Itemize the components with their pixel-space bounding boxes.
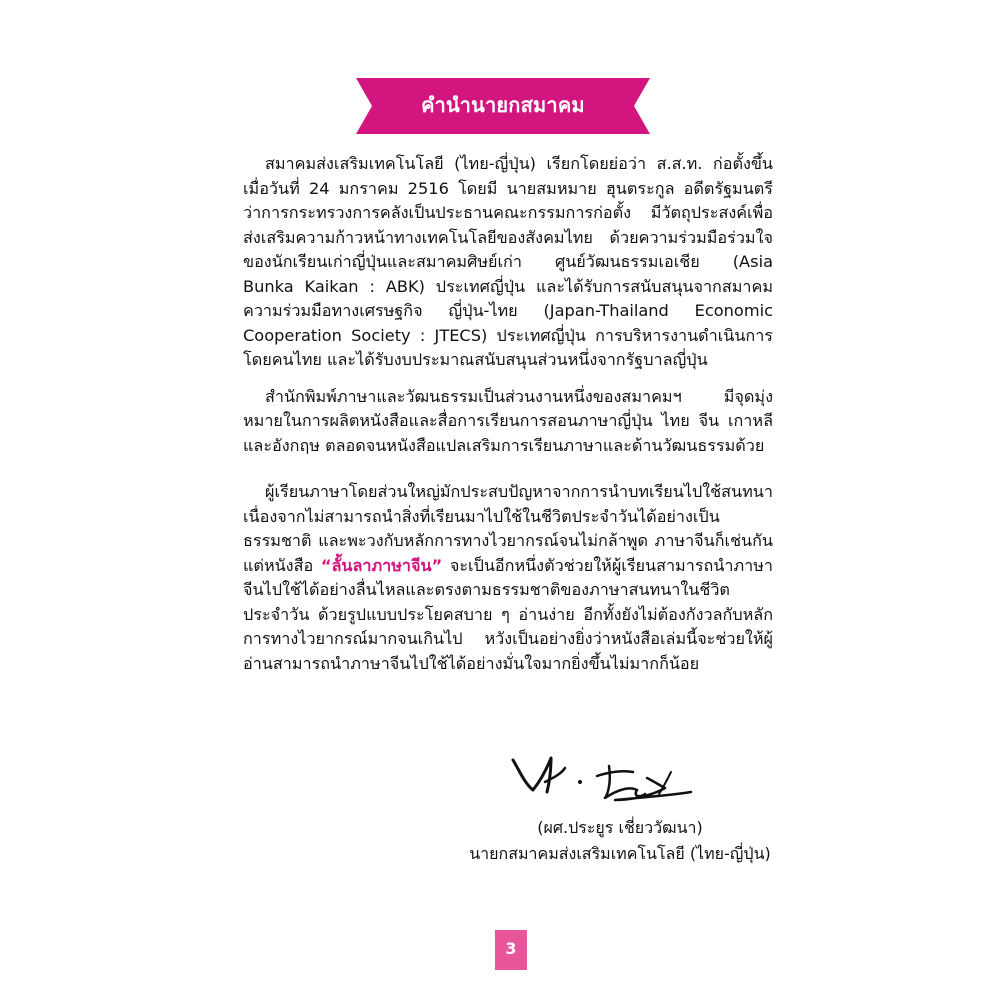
- paragraph-2: สำนักพิมพ์ภาษาและวัฒนธรรมเป็นส่วนงานหนึ่งของสมาคมฯ มีจุดมุ่งหมายในการผลิตหนังสือและสื่อการเรียนการสอนภาษาญี่ปุ่น ไทย จีน เกาหลี และอังกฤษ ตลอดจนหนังสือแปลเสริมการเรียนภาษาและด้านวัฒนธรรมด้วย: [243, 386, 773, 455]
- handwritten-signature: [505, 738, 695, 814]
- paragraph-1: สมาคมส่งเสริมเทคโนโลยี (ไทย-ญี่ปุ่น) เรียกโดยย่อว่า ส.ส.ท. ก่อตั้งขึ้นเมื่อวันที่ 24 มกราคม 2516 โดยมี นายสมหมาย ฮุนตระกูล อดีตรัฐมนตรีว่าการกระทรวงการคลังเป็นประธานคณะกรรมการก่อตั้ง มีวัตถุประสงค์เพื่อส่งเสริมความก้าวหน้าทางเทคโนโลยีของสังคมไทย ด้วยความร่วมมือร่วมใจของนักเรียนเก่าญี่ปุ่นและสมาคมศิษย์เก่า ศูนย์วัฒนธรรมเอเชีย (Asia Bunka Kaikan : ABK) ประเทศญี่ปุ่น และได้รับการสนับสนุนจากสมาคมความร่วมมือทางเศรษฐกิจ ญี่ปุ่น-ไทย (Japan-Thailand Economic Cooperation Society : JTECS) ประเทศญี่ปุ่น การบริหารงานดำเนินการโดยคนไทย และได้รับงบประมาณสนับสนุนส่วนหนึ่งจากรัฐบาลญี่ปุ่น: [243, 154, 773, 369]
- page-number-badge: 3: [495, 930, 527, 970]
- signatory-name: (ผศ.ประยูร เชี่ยววัฒนา): [537, 818, 703, 837]
- paragraph-3: [243, 480, 773, 676]
- paragraph-3-text-before: ผู้เรียนภาษาโดยส่วนใหญ่มักประสบปัญหาจากการนำบทเรียนไปใช้สนทนา เนื่องจากไม่สามารถนำสิ่งที่เรียนมาไปใช้ในชีวิตประจำวันได้อย่างเป็นธรรมชาติ และพะวงกับหลักการทางไวยากรณ์จนไม่กล้าพูด ภาษาจีนก็เช่นกัน แต่หนังสือ: [243, 482, 773, 575]
- title-banner: [356, 78, 650, 134]
- body-text: [243, 152, 773, 676]
- book-title-highlight: “ลั้นลาภาษาจีน”: [320, 555, 443, 575]
- signatory-title: นายกสมาคมส่งเสริมเทคโนโลยี (ไทย-ญี่ปุ่น): [469, 844, 771, 863]
- paragraph-3-text-after: จะเป็นอีกหนึ่งตัวช่วยให้ผู้เรียนสามารถนำภาษาจีนไปใช้ได้อย่างลื่นไหลและตรงตามธรรมชาติของภาษาสนทนาในชีวิตประจำวัน ด้วยรูปแบบประโยคสบาย ๆ อ่านง่าย อีกทั้งยังไม่ต้องกังวลกับหลักการทางไวยากรณ์มากจนเกินไป หวังเป็นอย่างยิ่งว่าหนังสือเล่มนี้จะช่วยให้ผู้อ่านสามารถนำภาษาจีนไปใช้ได้อย่างมั่นใจมากยิ่งขึ้นไม่มากก็น้อย: [243, 555, 773, 673]
- page-title: คำนำนายกสมาคม: [421, 93, 585, 117]
